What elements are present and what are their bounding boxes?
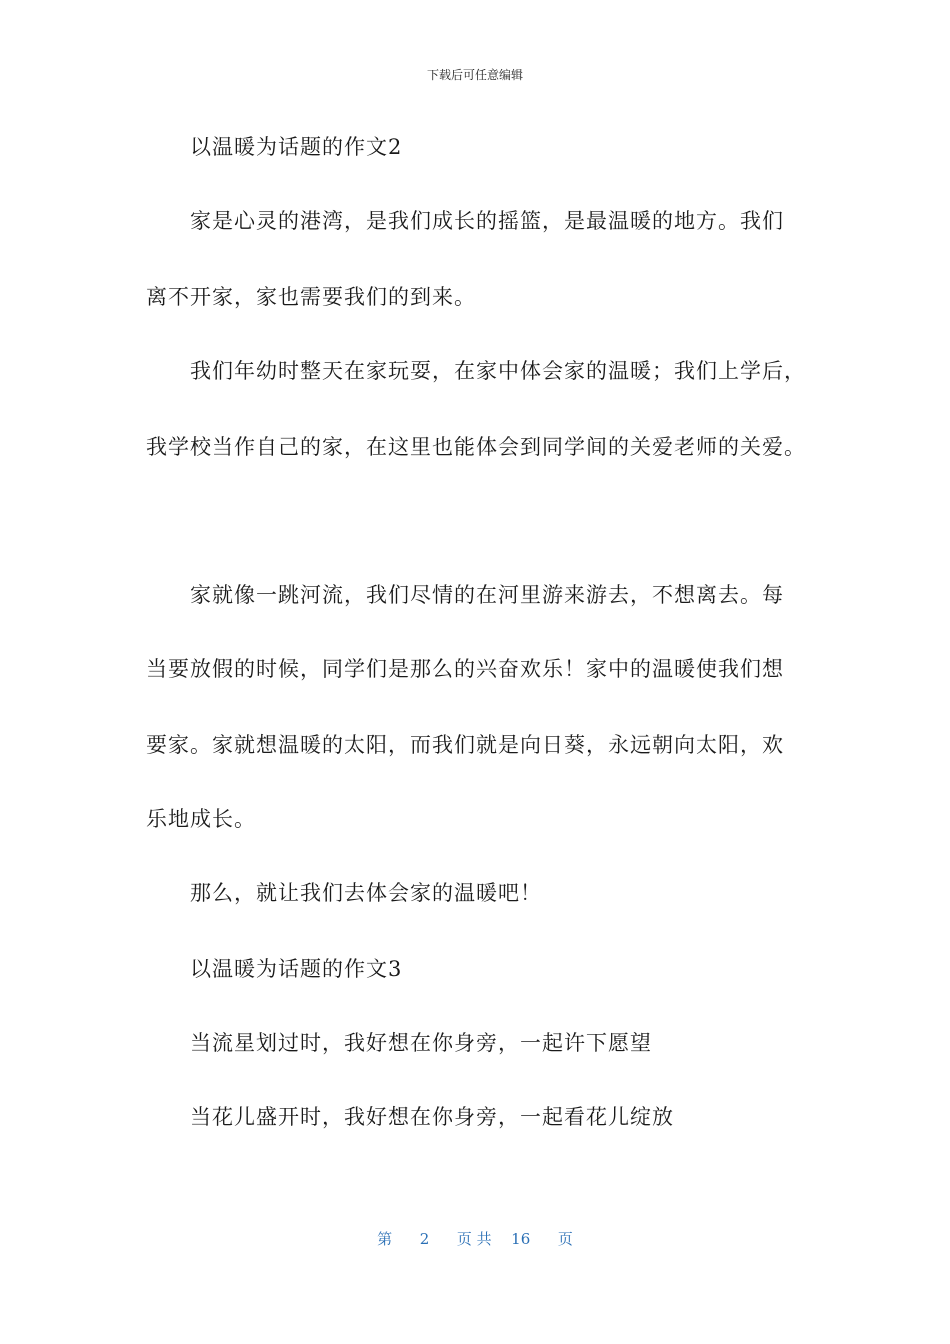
- footer-middle: 页 共: [456, 1230, 492, 1248]
- footer-page-number: 2: [419, 1230, 430, 1248]
- footer-prefix: 第: [377, 1230, 393, 1248]
- header-note: 下载后可任意编辑: [426, 68, 523, 82]
- paragraph-line: 家是心灵的港湾，是我们成长的摇篮，是最温暖的地方。我们: [190, 209, 784, 233]
- paragraph-line: 要家。家就想温暖的太阳，而我们就是向日葵，永远朝向太阳，欢: [146, 733, 784, 757]
- paragraph-line: 乐地成长。: [146, 807, 256, 831]
- paragraph-line: 我学校当作自己的家，在这里也能体会到同学间的关爱老师的关爱。: [146, 435, 806, 459]
- footer-total-pages: 16: [511, 1230, 531, 1248]
- essay-title-3: 以温暖为话题的作文3: [190, 957, 403, 981]
- paragraph-line: 家就像一跳河流，我们尽情的在河里游来游去，不想离去。每: [190, 583, 784, 607]
- paragraph-line: 当流星划过时，我好想在你身旁，一起许下愿望: [190, 1031, 652, 1055]
- footer-suffix: 页: [557, 1230, 573, 1248]
- paragraph-line: 那么，就让我们去体会家的温暖吧！: [190, 881, 542, 905]
- paragraph-line: 当花儿盛开时，我好想在你身旁，一起看花儿绽放: [190, 1105, 674, 1129]
- page-footer: [0, 1228, 950, 1249]
- paragraph-line: 我们年幼时整天在家玩耍，在家中体会家的温暖；我们上学后，: [190, 359, 806, 383]
- paragraph-line: 离不开家，家也需要我们的到来。: [146, 285, 476, 309]
- paragraph-line: 当要放假的时候，同学们是那么的兴奋欢乐！家中的温暖使我们想: [146, 657, 784, 681]
- essay-title-2: 以温暖为话题的作文2: [190, 135, 403, 159]
